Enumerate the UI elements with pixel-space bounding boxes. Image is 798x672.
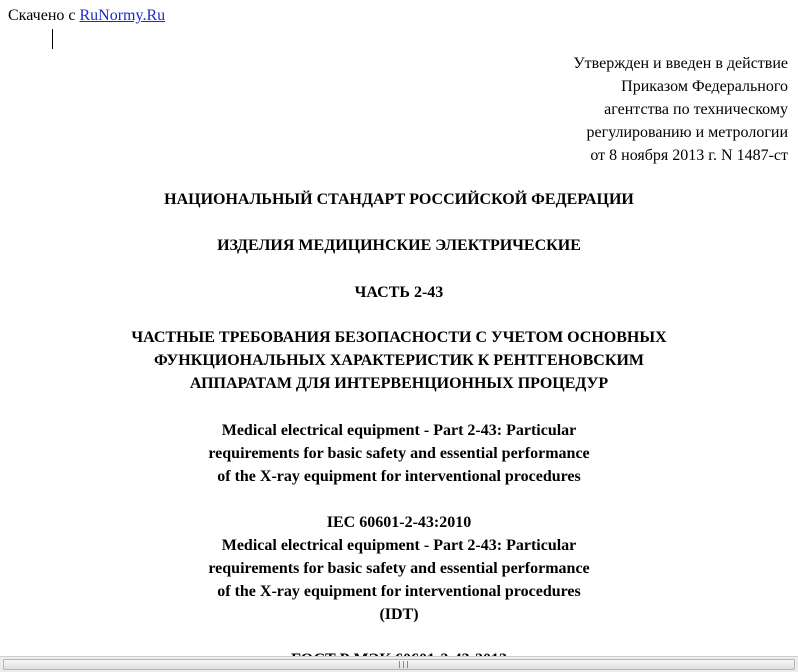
approval-line: Приказом Федерального xyxy=(621,78,788,95)
approval-line: регулированию и метрологии xyxy=(586,124,788,141)
main-title xyxy=(0,234,798,257)
grip-icon xyxy=(399,661,408,668)
horizontal-scrollbar[interactable] xyxy=(0,656,798,672)
approval-block xyxy=(448,52,788,167)
subtitle-line: АППАРАТАМ ДЛЯ ИНТЕРВЕНЦИОННЫХ ПРОЦЕДУР xyxy=(189,375,609,392)
main-title-text: ИЗДЕЛИЯ МЕДИЦИНСКИЕ ЭЛЕКТРИЧЕСКИЕ xyxy=(217,237,581,254)
part-text: ЧАСТЬ 2-43 xyxy=(354,284,444,301)
iec-block xyxy=(0,511,798,626)
source-line xyxy=(8,6,165,26)
part-heading xyxy=(0,281,798,304)
subtitle-line: ФУНКЦИОНАЛЬНЫХ ХАРАКТЕРИСТИК К РЕНТГЕНОВСКИМ xyxy=(154,352,644,369)
iec-line: (IDT) xyxy=(379,606,419,623)
english-title-line: of the X-ray equipment for interventional procedures xyxy=(217,468,581,485)
iec-line: Medical electrical equipment - Part 2-43: Particular xyxy=(221,537,577,554)
subtitle-line: ЧАСТНЫЕ ТРЕБОВАНИЯ БЕЗОПАСНОСТИ С УЧЕТОМ ОСНОВНЫХ xyxy=(131,329,667,346)
text-cursor xyxy=(52,29,53,49)
iec-line: of the X-ray equipment for interventional procedures xyxy=(217,583,581,600)
english-title-block xyxy=(0,419,798,488)
approval-line: от 8 ноября 2013 г. N 1487-ст xyxy=(590,147,788,164)
source-prefix: Скачено с xyxy=(8,7,80,24)
national-standard-text: НАЦИОНАЛЬНЫЙ СТАНДАРТ РОССИЙСКОЙ ФЕДЕРАЦИИ xyxy=(164,191,634,208)
source-link[interactable]: RuNormy.Ru xyxy=(79,7,166,24)
subtitle-block xyxy=(0,326,798,395)
iec-line: requirements for basic safety and essential performance xyxy=(208,560,590,577)
scrollbar-thumb[interactable] xyxy=(3,659,795,670)
approval-line: агентства по техническому xyxy=(604,101,788,118)
iec-line: IEC 60601-2-43:2010 xyxy=(326,514,472,531)
national-standard-heading xyxy=(0,188,798,211)
approval-line: Утвержден и введен в действие xyxy=(573,55,788,72)
english-title-line: Medical electrical equipment - Part 2-43: Particular xyxy=(221,422,577,439)
english-title-line: requirements for basic safety and essential performance xyxy=(208,445,590,462)
